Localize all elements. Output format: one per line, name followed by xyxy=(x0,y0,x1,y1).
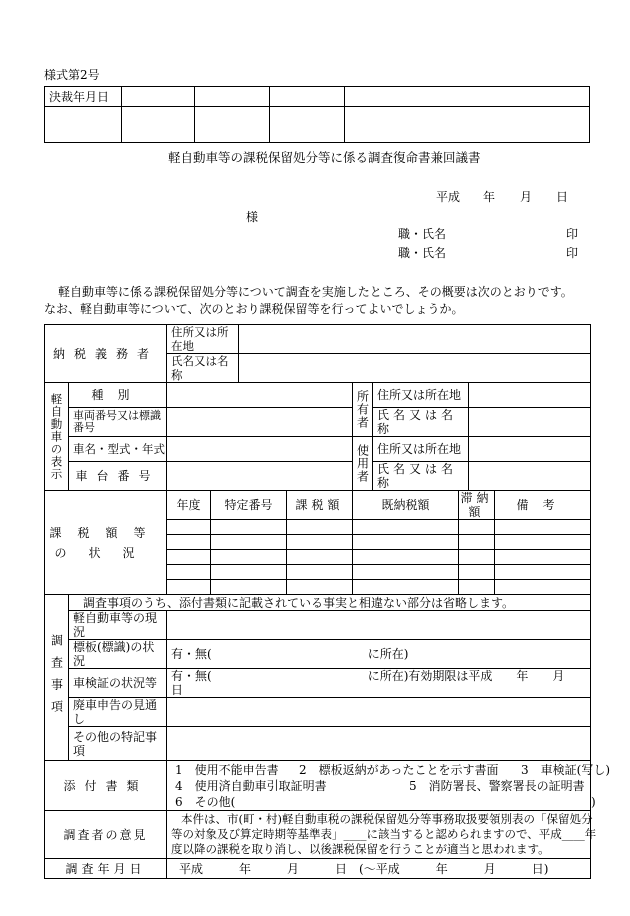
owner-name-value[interactable] xyxy=(469,408,591,437)
vehicle-type-label: 種別 xyxy=(69,383,167,408)
owner-label: 所有者 xyxy=(353,383,373,437)
survey-plate-label: 標板(標識)の状況 xyxy=(69,640,167,669)
decision-date-cell-2[interactable] xyxy=(195,87,270,107)
vehicle-label: 軽自動車の表示 xyxy=(45,383,69,491)
seal-1: 印 xyxy=(566,227,579,241)
vehicle-chassis-label: 車台番号 xyxy=(69,462,167,491)
survey-scrap-label: 廃車申告の見通し xyxy=(69,698,167,727)
decision-stamp-1[interactable] xyxy=(45,107,122,143)
attachment-item-6: 6 その他( xyxy=(175,794,236,809)
decision-date-cell-4[interactable] xyxy=(345,87,590,107)
date-year: 年 xyxy=(483,190,496,204)
taxpayer-address-value[interactable] xyxy=(239,325,591,354)
survey-note: 調査事項のうち、添付書類に記載されている事実と相違ない部分は省略します。 xyxy=(69,595,591,611)
opinion-line-2: 等の対象及び算定時期等基準表」____に該当すると認められますので、平成____年 xyxy=(171,827,597,841)
user-name-label: 氏名又は名称 xyxy=(373,462,469,491)
date-month: 月 xyxy=(520,190,533,204)
signer-label-1: 職・氏名 xyxy=(398,227,447,241)
vehicle-model-value[interactable] xyxy=(167,437,353,462)
user-name-value[interactable] xyxy=(469,462,591,491)
seal-2: 印 xyxy=(566,246,579,260)
survey-current-state-value[interactable] xyxy=(167,611,591,640)
decision-date-table xyxy=(44,86,590,143)
attachment-item-4: 4 使用済自動車引取証明書 xyxy=(175,778,327,793)
survey-other-value[interactable] xyxy=(167,727,591,761)
taxpayer-label: 納税義務者 xyxy=(45,325,167,383)
tax-header-id: 特定番号 xyxy=(211,491,287,520)
decision-stamp-4[interactable] xyxy=(270,107,345,143)
tax-header-arrears: 滞納額 xyxy=(460,491,493,519)
survey-label: 調査事項 xyxy=(45,595,69,761)
opinion-line-1: 本件は、市(町・村)軽自動車税の課税保留処分等事務取扱要領別表の「保留処分 xyxy=(181,812,593,826)
date-era: 平成 xyxy=(436,190,461,204)
opinion-line-3: 度以降の課税を取り消し、以後課税保留を行うことが適当と思われます。 xyxy=(171,842,550,856)
tax-header-year: 年度 xyxy=(167,491,211,520)
vehicle-model-label: 車名・型式・年式 xyxy=(69,437,167,462)
survey-date-label: 調査年月日 xyxy=(45,859,167,879)
user-address-label: 住所又は所在地 xyxy=(373,437,469,462)
tax-status-label-bottom: の状況 xyxy=(54,545,157,560)
form-number: 様式第2号 xyxy=(44,68,100,82)
addressee-suffix: 様 xyxy=(246,210,259,224)
vehicle-plate-value[interactable] xyxy=(167,408,353,437)
signer-label-2: 職・氏名 xyxy=(398,246,447,260)
intro-line-2: なお、軽自動車等について、次のとおり課税保留等を行ってよいでしょうか。 xyxy=(44,302,464,316)
user-label: 使用者 xyxy=(353,437,373,491)
attachments-label: 添付書類 xyxy=(45,761,167,811)
main-form-table xyxy=(44,324,611,879)
survey-inspection-value[interactable]: 有・無( に所在)有効期限は平成 年 月 日 xyxy=(167,669,591,698)
taxpayer-name-value[interactable] xyxy=(239,354,591,383)
intro-line-1: 軽自動車等に係る課税保留処分等について調査を実施したところ、その概要は次のとおりです。 xyxy=(58,285,573,299)
opinion-text[interactable] xyxy=(167,811,597,859)
decision-stamp-2[interactable] xyxy=(122,107,195,143)
vehicle-plate-label: 車両番号又は標識番号 xyxy=(69,408,167,437)
attachments-list[interactable] xyxy=(167,761,611,811)
vehicle-type-value[interactable] xyxy=(167,383,353,408)
attachment-item-3: 3 車検証(写し) xyxy=(521,762,611,777)
survey-scrap-value[interactable] xyxy=(167,698,591,727)
survey-plate-value[interactable]: 有・無( に所在) xyxy=(167,640,591,669)
owner-address-label: 住所又は所在地 xyxy=(373,383,469,408)
attachment-item-1: 1 使用不能申告書 xyxy=(175,762,279,777)
tax-status-label-top: 課税額等 xyxy=(49,525,162,540)
decision-date-label: 決裁年月日 xyxy=(45,87,122,107)
owner-name-label: 氏名又は名称 xyxy=(373,408,469,437)
survey-inspection-label: 車検証の状況等 xyxy=(69,669,167,698)
taxpayer-name-label: 氏名又は名称 xyxy=(167,354,239,383)
survey-other-label: その他の特記事項 xyxy=(69,727,167,761)
tax-header-amount: 課税額 xyxy=(287,491,353,520)
date-day: 日 xyxy=(556,190,569,204)
user-address-value[interactable] xyxy=(469,437,591,462)
decision-stamp-3[interactable] xyxy=(195,107,270,143)
attachment-item-2: 2 標板返納があったことを示す書面 xyxy=(299,762,499,777)
vehicle-chassis-value[interactable] xyxy=(167,462,353,491)
survey-current-state-label: 軽自動車等の現況 xyxy=(69,611,167,640)
decision-date-cell-1[interactable] xyxy=(122,87,195,107)
attachment-item-6-close: ) xyxy=(591,794,596,809)
tax-status-label xyxy=(45,491,167,595)
opinion-label: 調査者の意見 xyxy=(45,811,167,859)
decision-date-cell-3[interactable] xyxy=(270,87,345,107)
owner-address-value[interactable] xyxy=(469,383,591,408)
page-title: 軽自動車等の課税保留処分等に係る調査復命書兼回議書 xyxy=(168,150,481,165)
attachment-item-5: 5 消防署長、警察署長の証明書 xyxy=(409,778,585,793)
tax-header-remarks: 備考 xyxy=(495,491,591,520)
decision-stamp-5[interactable] xyxy=(345,107,590,143)
survey-date-value[interactable]: 平成 年 月 日 (〜平成 年 月 日) xyxy=(167,859,591,879)
taxpayer-address-label: 住所又は所在地 xyxy=(167,325,239,354)
tax-header-paid: 既納税額 xyxy=(353,491,459,520)
